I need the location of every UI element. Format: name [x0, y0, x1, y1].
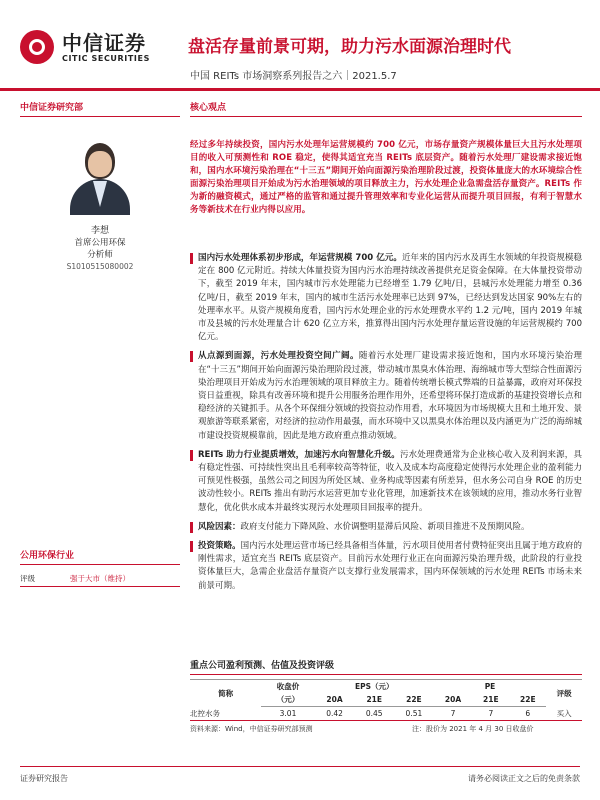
year-header: 20A	[434, 693, 473, 707]
bullet-marker	[190, 450, 193, 461]
key-point-lead: 风险因素：	[198, 521, 241, 532]
col-rating-header: 评级	[546, 680, 582, 707]
pe-value: 7	[472, 707, 509, 721]
industry-heading: 公用环保行业	[20, 548, 180, 565]
key-point	[190, 449, 582, 515]
analyst-panel	[20, 100, 180, 273]
close-price: 3.01	[261, 707, 314, 721]
key-point	[190, 350, 582, 442]
analyst-role: 首席公用环保	[74, 238, 126, 248]
forecast-table-section	[190, 658, 582, 734]
key-point-text: 国内污水处理运营市场已经具备相当体量，污水项目使用者付费特征突出且属于地方政府的刚性需求，适宜充当 REITs 底层资产。目前污水处理行业正在向面源污染治理升级，此阶段的行业投资体量巨大，急需企业盘活存量资产以支撑行业发展需求，国内环保领域的污水处理 REITs 市场未来前景可期。	[198, 541, 582, 591]
key-points	[190, 252, 582, 599]
table-note: 注：股价为 2021 年 4 月 30 日收盘价	[412, 724, 534, 733]
company-name: 北控水务	[190, 707, 261, 721]
analyst-photo	[70, 143, 130, 215]
analyst-name: 李想	[90, 226, 109, 236]
brand-logo	[20, 30, 150, 64]
brand-name-en: CITIC SECURITIES	[62, 53, 150, 63]
citic-logo-icon	[20, 30, 54, 64]
rating-cell: 买入	[546, 707, 582, 721]
header-divider	[0, 88, 600, 91]
col-eps-header: EPS（元）	[315, 680, 434, 694]
core-view-heading: 核心观点	[190, 100, 582, 117]
key-point-text: 随着污水处理厂建设需求接近饱和，国内水环境污染治理在“十三五”期间开始向面源污染治理阶段过渡，带动城市黑臭水体治理、海绵城市等大型综合性面源污染治理项目开始成为污水治理领域的项目释放主力。随着传统增长模式弊端的日益暴露，政府对环保投资日益重视，除具有改善环境和提升公用服务治理作用外，还希望将环保打造成新的基建投资增长点和稳经济的关键抓手。从各个环保细分领域的投资拉动作用看，水环境因为市场规模大且和土地开发、景观旅游等联系紧密，对经济的拉动作用最强，而水环境中又以黑臭水体治理以及内涵更为广泛的海绵城市建设投资规模靠前，因此是地方政府重点推动领域。	[198, 351, 582, 441]
footer-left: 证券研究报告	[20, 774, 68, 783]
year-header: 21E	[354, 693, 394, 707]
rating-value: 强于大市（维持）	[70, 574, 130, 583]
col-pe-header: PE	[434, 680, 547, 694]
dept-heading: 中信证券研究部	[20, 100, 180, 117]
industry-rating	[20, 548, 180, 587]
report-header	[0, 0, 600, 92]
col-price-header: 收盘价	[261, 680, 314, 694]
rating-label: 评级	[20, 574, 35, 583]
bullet-marker	[190, 351, 193, 362]
eps-value: 0.51	[394, 707, 434, 721]
report-title: 盘活存量前景可期，助力污水面源治理时代	[188, 37, 511, 57]
core-view-summary: 经过多年持续投资，国内污水处理年运营规模约 700 亿元，市场存量资产规模体量巨大且污水处理项目的收入可预测性和 ROE 稳定，使得其适宜充当 REITs 底层资产。随着污水处理厂建设需求接近饱和，国内水环境污染治理在“十三五”期间开始向面源污染治理阶段过渡，投资体量庞大的水环境综合性面源污染治理项目开始成为污水治理领域的项目释放主力，污水处理企业急需盘活存量资产。REITs 作为新的融资模式，通过严格的监管和通过提升管理效率和专业化运营从而提升项目回报，有利于智慧水务等新技术在行业内得以应用。	[190, 140, 582, 215]
core-view	[190, 100, 582, 217]
bullet-marker	[190, 541, 193, 552]
table-row	[190, 707, 582, 721]
pe-value: 6	[509, 707, 546, 721]
year-header: 21E	[472, 693, 509, 707]
table-title: 重点公司盈利预测、估值及投资评级	[190, 658, 582, 675]
key-point-lead: REITs 助力行业提质增效，加速污水向智慧化升级。	[198, 449, 400, 460]
key-point	[190, 252, 582, 344]
key-point-text: 近年来的国内污水及再生水领域的年投资规模稳定在 800 亿元附近。持续大体量投资为国内污水治理持续改善提供充足资金保障。在大体量投资带动下，截至 2019 年末，国内城市污水处理能力已经增至 1.79 亿吨/日，县城污水处理能力增至 0.36 亿吨/日，截至 2019 年末，国内的城市生活污水处理率已达到 97%，已经达到发达国家 90%左右的处理率水平。从资产规模角度看，国内污水处理企业的污水处理费水平约 1.2 元/吨，国内 2019 年城市及县城的污水处理量合计 620 亿立方米，推算得出国内污水处理存量运营设施的年运营规模约 700 亿元。	[198, 253, 582, 343]
year-header: 22E	[509, 693, 546, 707]
col-price-unit: （元）	[261, 693, 314, 707]
brand-name-cn: 中信证券	[62, 30, 146, 55]
year-header: 22E	[394, 693, 434, 707]
pe-value: 7	[434, 707, 473, 721]
key-point-lead: 从点源到面源，污水处理投资空间广阔。	[198, 351, 359, 362]
key-point-text: 污水处理费通常为企业核心收入及利润来源，具有稳定性强、可持续性突出且毛利率较高等特征，收入及成本均高度稳定使得污水处理企业的盈利能力可预见性极强，虽然公司之间因为所处区域、业务构成等因素有所差异，但水务公司自身 ROE 的历史波动性较小。REITs 推出有助污水运营更加专业化管理，加速新技术在该领域的应用，推动水务行业智慧化，优化供水成本并最终实现污水处理项目回报率的提升。	[198, 449, 582, 513]
key-point-text: 政府支付能力下降风险、水价调整明显滞后风险、新项目推进不及预期风险。	[240, 521, 530, 532]
footer-disclaimer: 请务必阅读正文之后的免责条款	[468, 774, 580, 783]
bullet-marker	[190, 522, 193, 533]
analyst-registration: S1010515080002	[66, 262, 134, 271]
page-footer	[20, 766, 580, 784]
year-header: 20A	[315, 693, 355, 707]
key-point-lead: 国内污水处理体系初步形成，年运营规模 700 亿元。	[198, 253, 402, 263]
forecast-table	[190, 679, 582, 721]
bullet-marker	[190, 253, 193, 264]
table-source: 资料来源：Wind，中信证券研究部预测	[190, 724, 313, 733]
eps-value: 0.45	[354, 707, 394, 721]
key-point	[190, 540, 582, 593]
eps-value: 0.42	[315, 707, 355, 721]
key-point-lead: 投资策略。	[198, 541, 241, 552]
report-subtitle: 中国 REITs 市场洞察系列报告之六｜2021.5.7	[190, 71, 397, 82]
analyst-title: 分析师	[87, 250, 113, 260]
key-point	[190, 521, 582, 534]
col-short-header: 简称	[190, 680, 261, 707]
